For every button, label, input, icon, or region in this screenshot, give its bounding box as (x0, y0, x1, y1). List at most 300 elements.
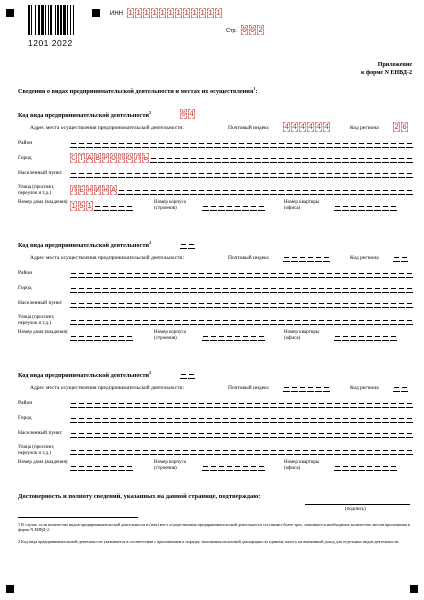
empty-char-cell[interactable] (242, 461, 249, 471)
empty-char-cell[interactable] (270, 153, 277, 163)
empty-char-cell[interactable] (182, 428, 189, 438)
empty-char-cell[interactable] (390, 413, 397, 423)
empty-char-cell[interactable] (70, 331, 77, 341)
empty-char-cell[interactable] (150, 185, 157, 195)
empty-char-cell[interactable] (198, 428, 205, 438)
empty-char-cell[interactable] (190, 138, 197, 148)
empty-char-cell[interactable] (70, 413, 77, 423)
empty-char-cell[interactable] (318, 298, 325, 308)
empty-char-cell[interactable] (350, 185, 357, 195)
empty-char-cell[interactable] (358, 331, 365, 341)
empty-char-cell[interactable] (94, 138, 101, 148)
empty-char-cell[interactable] (254, 138, 261, 148)
empty-char-cell[interactable] (142, 413, 149, 423)
empty-char-cell[interactable] (110, 413, 117, 423)
empty-char-cell[interactable] (382, 201, 389, 211)
empty-char-cell[interactable] (286, 168, 293, 178)
empty-char-cell[interactable] (390, 461, 397, 471)
empty-char-cell[interactable] (214, 428, 221, 438)
empty-char-cell[interactable] (110, 398, 117, 408)
empty-char-cell[interactable] (254, 428, 261, 438)
empty-char-cell[interactable] (262, 298, 269, 308)
empty-char-cell[interactable] (214, 138, 221, 148)
empty-char-cell[interactable] (142, 185, 149, 195)
empty-char-cell[interactable] (218, 461, 225, 471)
empty-char-cell[interactable] (134, 185, 141, 195)
empty-char-cell[interactable] (102, 168, 109, 178)
empty-char-cell[interactable] (94, 398, 101, 408)
empty-char-cell[interactable] (302, 268, 309, 278)
empty-char-cell[interactable] (270, 428, 277, 438)
char-cell[interactable]: 1 (200, 9, 205, 18)
activity-code-field[interactable] (180, 109, 196, 119)
settlement-field[interactable] (70, 168, 414, 178)
empty-char-cell[interactable] (326, 298, 333, 308)
house-number-field[interactable] (70, 331, 134, 341)
empty-char-cell[interactable] (390, 428, 397, 438)
empty-char-cell[interactable] (318, 185, 325, 195)
empty-char-cell[interactable] (118, 331, 125, 341)
empty-char-cell[interactable] (158, 298, 165, 308)
empty-char-cell[interactable] (150, 398, 157, 408)
empty-char-cell[interactable] (126, 185, 133, 195)
char-cell[interactable]: Л (71, 186, 76, 195)
empty-char-cell[interactable] (310, 428, 317, 438)
char-cell[interactable]: 1 (136, 9, 141, 18)
empty-char-cell[interactable] (190, 445, 197, 455)
empty-char-cell[interactable] (182, 153, 189, 163)
empty-char-cell[interactable] (318, 428, 325, 438)
empty-char-cell[interactable] (326, 413, 333, 423)
empty-char-cell[interactable] (278, 298, 285, 308)
empty-char-cell[interactable] (238, 268, 245, 278)
empty-char-cell[interactable] (294, 413, 301, 423)
empty-char-cell[interactable] (118, 185, 125, 195)
empty-char-cell[interactable] (206, 153, 213, 163)
empty-char-cell[interactable] (278, 413, 285, 423)
empty-char-cell[interactable] (150, 268, 157, 278)
empty-char-cell[interactable] (102, 331, 109, 341)
empty-char-cell[interactable] (326, 445, 333, 455)
empty-char-cell[interactable] (382, 138, 389, 148)
empty-char-cell[interactable] (334, 315, 341, 325)
empty-char-cell[interactable] (230, 315, 237, 325)
house-number-field[interactable] (70, 461, 134, 471)
empty-char-cell[interactable] (118, 315, 125, 325)
empty-char-cell[interactable] (218, 201, 225, 211)
empty-char-cell[interactable] (102, 413, 109, 423)
empty-char-cell[interactable] (174, 315, 181, 325)
empty-char-cell[interactable] (382, 398, 389, 408)
empty-char-cell[interactable] (366, 428, 373, 438)
empty-char-cell[interactable] (358, 413, 365, 423)
empty-char-cell[interactable] (150, 153, 157, 163)
empty-char-cell[interactable] (238, 283, 245, 293)
empty-char-cell[interactable] (286, 153, 293, 163)
empty-char-cell[interactable] (294, 298, 301, 308)
empty-char-cell[interactable] (78, 445, 85, 455)
char-cell[interactable]: 0 (250, 26, 255, 35)
empty-char-cell[interactable] (158, 398, 165, 408)
empty-char-cell[interactable] (406, 138, 413, 148)
empty-char-cell[interactable] (86, 298, 93, 308)
empty-char-cell[interactable] (102, 298, 109, 308)
empty-char-cell[interactable] (182, 268, 189, 278)
empty-char-cell[interactable] (262, 168, 269, 178)
char-cell[interactable]: 1 (168, 9, 173, 18)
empty-char-cell[interactable] (310, 445, 317, 455)
empty-char-cell[interactable] (254, 153, 261, 163)
empty-char-cell[interactable] (246, 168, 253, 178)
empty-char-cell[interactable] (294, 445, 301, 455)
empty-char-cell[interactable] (222, 445, 229, 455)
empty-char-cell[interactable] (214, 298, 221, 308)
empty-char-cell[interactable] (302, 153, 309, 163)
empty-char-cell[interactable] (398, 315, 405, 325)
empty-char-cell[interactable] (246, 268, 253, 278)
empty-char-cell[interactable] (342, 331, 349, 341)
empty-char-cell[interactable] (334, 428, 341, 438)
empty-char-cell[interactable] (158, 283, 165, 293)
empty-char-cell[interactable] (190, 428, 197, 438)
char-cell[interactable]: Ь (143, 154, 148, 163)
empty-char-cell[interactable] (230, 413, 237, 423)
empty-char-cell[interactable] (342, 138, 349, 148)
empty-char-cell[interactable] (222, 185, 229, 195)
empty-char-cell[interactable] (406, 153, 413, 163)
empty-char-cell[interactable] (350, 138, 357, 148)
empty-char-cell[interactable] (182, 445, 189, 455)
empty-char-cell[interactable] (382, 445, 389, 455)
empty-char-cell[interactable] (254, 283, 261, 293)
empty-char-cell[interactable] (350, 331, 357, 341)
empty-char-cell[interactable] (134, 445, 141, 455)
empty-char-cell[interactable] (174, 398, 181, 408)
empty-char-cell[interactable] (342, 283, 349, 293)
empty-char-cell[interactable] (206, 168, 213, 178)
empty-char-cell[interactable] (366, 268, 373, 278)
empty-char-cell[interactable] (318, 315, 325, 325)
char-cell[interactable]: 1 (144, 9, 149, 18)
char-cell[interactable]: 4 (308, 123, 313, 132)
empty-char-cell[interactable] (390, 398, 397, 408)
empty-char-cell[interactable] (118, 168, 125, 178)
char-cell[interactable]: 4 (189, 110, 194, 119)
empty-char-cell[interactable] (142, 283, 149, 293)
empty-char-cell[interactable] (406, 428, 413, 438)
region-code-field[interactable] (393, 382, 409, 392)
empty-char-cell[interactable] (286, 445, 293, 455)
empty-char-cell[interactable] (182, 168, 189, 178)
empty-char-cell[interactable] (166, 413, 173, 423)
empty-char-cell[interactable] (230, 283, 237, 293)
empty-char-cell[interactable] (246, 185, 253, 195)
empty-char-cell[interactable] (230, 168, 237, 178)
empty-char-cell[interactable] (302, 138, 309, 148)
empty-char-cell[interactable] (374, 461, 381, 471)
empty-char-cell[interactable] (118, 413, 125, 423)
empty-char-cell[interactable] (234, 331, 241, 341)
empty-char-cell[interactable] (278, 445, 285, 455)
empty-char-cell[interactable] (334, 185, 341, 195)
region-code-field[interactable] (393, 252, 409, 262)
empty-char-cell[interactable] (254, 185, 261, 195)
empty-char-cell[interactable] (286, 185, 293, 195)
empty-char-cell[interactable] (254, 298, 261, 308)
empty-char-cell[interactable] (118, 461, 125, 471)
empty-char-cell[interactable] (278, 168, 285, 178)
empty-char-cell[interactable] (254, 413, 261, 423)
empty-char-cell[interactable] (374, 138, 381, 148)
empty-char-cell[interactable] (374, 298, 381, 308)
empty-char-cell[interactable] (238, 413, 245, 423)
char-cell[interactable]: 0 (181, 110, 186, 119)
empty-char-cell[interactable] (390, 185, 397, 195)
empty-char-cell[interactable] (102, 283, 109, 293)
empty-char-cell[interactable] (398, 298, 405, 308)
empty-char-cell[interactable] (310, 315, 317, 325)
empty-char-cell[interactable] (214, 413, 221, 423)
empty-char-cell[interactable] (118, 298, 125, 308)
empty-char-cell[interactable] (234, 461, 241, 471)
empty-char-cell[interactable] (70, 298, 77, 308)
empty-char-cell[interactable] (342, 298, 349, 308)
empty-char-cell[interactable] (142, 168, 149, 178)
empty-char-cell[interactable] (206, 138, 213, 148)
empty-char-cell[interactable] (118, 283, 125, 293)
empty-char-cell[interactable] (238, 445, 245, 455)
empty-char-cell[interactable] (126, 331, 133, 341)
char-cell[interactable]: 1 (208, 9, 213, 18)
empty-char-cell[interactable] (226, 201, 233, 211)
empty-char-cell[interactable] (310, 168, 317, 178)
empty-char-cell[interactable] (134, 298, 141, 308)
empty-char-cell[interactable] (118, 445, 125, 455)
city-field[interactable] (70, 153, 414, 163)
empty-char-cell[interactable] (334, 331, 341, 341)
empty-char-cell[interactable] (126, 413, 133, 423)
empty-char-cell[interactable] (270, 413, 277, 423)
empty-char-cell[interactable] (166, 185, 173, 195)
empty-char-cell[interactable] (299, 252, 306, 262)
empty-char-cell[interactable] (334, 461, 341, 471)
empty-char-cell[interactable] (78, 138, 85, 148)
empty-char-cell[interactable] (358, 185, 365, 195)
char-cell[interactable]: Н (87, 186, 92, 195)
empty-char-cell[interactable] (214, 185, 221, 195)
empty-char-cell[interactable] (126, 461, 133, 471)
empty-char-cell[interactable] (174, 283, 181, 293)
street-field[interactable] (70, 445, 414, 455)
empty-char-cell[interactable] (222, 268, 229, 278)
empty-char-cell[interactable] (210, 461, 217, 471)
empty-char-cell[interactable] (374, 428, 381, 438)
empty-char-cell[interactable] (110, 168, 117, 178)
empty-char-cell[interactable] (110, 445, 117, 455)
empty-char-cell[interactable] (150, 315, 157, 325)
empty-char-cell[interactable] (358, 461, 365, 471)
empty-char-cell[interactable] (358, 201, 365, 211)
empty-char-cell[interactable] (166, 445, 173, 455)
empty-char-cell[interactable] (382, 428, 389, 438)
empty-char-cell[interactable] (350, 398, 357, 408)
char-cell[interactable]: 2 (258, 26, 263, 35)
empty-char-cell[interactable] (291, 252, 298, 262)
empty-char-cell[interactable] (334, 168, 341, 178)
empty-char-cell[interactable] (70, 138, 77, 148)
char-cell[interactable]: 1 (71, 202, 76, 211)
empty-char-cell[interactable] (398, 185, 405, 195)
empty-char-cell[interactable] (342, 201, 349, 211)
empty-char-cell[interactable] (142, 428, 149, 438)
empty-char-cell[interactable] (94, 445, 101, 455)
empty-char-cell[interactable] (166, 315, 173, 325)
char-cell[interactable]: Р (103, 154, 108, 163)
empty-char-cell[interactable] (326, 315, 333, 325)
settlement-field[interactable] (70, 428, 414, 438)
empty-char-cell[interactable] (318, 138, 325, 148)
empty-char-cell[interactable] (110, 268, 117, 278)
empty-char-cell[interactable] (270, 315, 277, 325)
empty-char-cell[interactable] (134, 398, 141, 408)
empty-char-cell[interactable] (134, 413, 141, 423)
empty-char-cell[interactable] (134, 268, 141, 278)
building-number-field[interactable] (202, 461, 266, 471)
empty-char-cell[interactable] (342, 398, 349, 408)
empty-char-cell[interactable] (390, 315, 397, 325)
empty-char-cell[interactable] (278, 428, 285, 438)
empty-char-cell[interactable] (94, 168, 101, 178)
building-number-field[interactable] (202, 201, 266, 211)
empty-char-cell[interactable] (142, 138, 149, 148)
empty-char-cell[interactable] (102, 428, 109, 438)
char-cell[interactable]: 2 (394, 123, 399, 132)
empty-char-cell[interactable] (302, 398, 309, 408)
empty-char-cell[interactable] (202, 201, 209, 211)
empty-char-cell[interactable] (134, 428, 141, 438)
empty-char-cell[interactable] (222, 398, 229, 408)
empty-char-cell[interactable] (234, 201, 241, 211)
empty-char-cell[interactable] (70, 268, 77, 278)
empty-char-cell[interactable] (238, 298, 245, 308)
empty-char-cell[interactable] (358, 445, 365, 455)
empty-char-cell[interactable] (398, 398, 405, 408)
empty-char-cell[interactable] (78, 168, 85, 178)
empty-char-cell[interactable] (190, 315, 197, 325)
char-cell[interactable]: 5 (79, 202, 84, 211)
empty-char-cell[interactable] (214, 153, 221, 163)
empty-char-cell[interactable] (401, 382, 408, 392)
empty-char-cell[interactable] (182, 138, 189, 148)
empty-char-cell[interactable] (230, 298, 237, 308)
empty-char-cell[interactable] (226, 331, 233, 341)
postal-code-field[interactable] (283, 122, 331, 132)
empty-char-cell[interactable] (118, 428, 125, 438)
empty-char-cell[interactable] (174, 445, 181, 455)
empty-char-cell[interactable] (278, 153, 285, 163)
empty-char-cell[interactable] (382, 413, 389, 423)
empty-char-cell[interactable] (94, 315, 101, 325)
empty-char-cell[interactable] (126, 201, 133, 211)
empty-char-cell[interactable] (206, 398, 213, 408)
empty-char-cell[interactable] (126, 268, 133, 278)
empty-char-cell[interactable] (366, 201, 373, 211)
empty-char-cell[interactable] (126, 298, 133, 308)
char-cell[interactable]: А (111, 186, 116, 195)
empty-char-cell[interactable] (134, 283, 141, 293)
empty-char-cell[interactable] (180, 369, 187, 379)
empty-char-cell[interactable] (238, 185, 245, 195)
empty-char-cell[interactable] (94, 298, 101, 308)
empty-char-cell[interactable] (230, 445, 237, 455)
empty-char-cell[interactable] (302, 185, 309, 195)
empty-char-cell[interactable] (326, 185, 333, 195)
empty-char-cell[interactable] (78, 268, 85, 278)
empty-char-cell[interactable] (278, 283, 285, 293)
char-cell[interactable]: Т (79, 154, 84, 163)
empty-char-cell[interactable] (190, 298, 197, 308)
empty-char-cell[interactable] (258, 461, 265, 471)
empty-char-cell[interactable] (166, 298, 173, 308)
empty-char-cell[interactable] (222, 153, 229, 163)
empty-char-cell[interactable] (150, 413, 157, 423)
district-field[interactable] (70, 138, 414, 148)
apartment-number-field[interactable] (334, 461, 398, 471)
empty-char-cell[interactable] (294, 185, 301, 195)
empty-char-cell[interactable] (366, 298, 373, 308)
empty-char-cell[interactable] (334, 153, 341, 163)
empty-char-cell[interactable] (358, 268, 365, 278)
inn-field[interactable] (127, 8, 223, 18)
char-cell[interactable]: 4 (316, 123, 321, 132)
empty-char-cell[interactable] (206, 268, 213, 278)
empty-char-cell[interactable] (238, 428, 245, 438)
char-cell[interactable]: С (71, 154, 76, 163)
empty-char-cell[interactable] (254, 315, 261, 325)
empty-char-cell[interactable] (262, 153, 269, 163)
empty-char-cell[interactable] (390, 153, 397, 163)
empty-char-cell[interactable] (222, 315, 229, 325)
empty-char-cell[interactable] (214, 168, 221, 178)
empty-char-cell[interactable] (190, 268, 197, 278)
empty-char-cell[interactable] (110, 428, 117, 438)
empty-char-cell[interactable] (262, 185, 269, 195)
empty-char-cell[interactable] (246, 413, 253, 423)
char-cell[interactable]: 4 (324, 123, 329, 132)
street-field[interactable] (70, 185, 414, 195)
empty-char-cell[interactable] (182, 298, 189, 308)
empty-char-cell[interactable] (246, 445, 253, 455)
empty-char-cell[interactable] (307, 252, 314, 262)
empty-char-cell[interactable] (206, 315, 213, 325)
empty-char-cell[interactable] (374, 331, 381, 341)
empty-char-cell[interactable] (174, 428, 181, 438)
empty-char-cell[interactable] (150, 298, 157, 308)
empty-char-cell[interactable] (198, 398, 205, 408)
empty-char-cell[interactable] (315, 382, 322, 392)
activity-code-field[interactable] (180, 369, 196, 379)
empty-char-cell[interactable] (318, 153, 325, 163)
empty-char-cell[interactable] (222, 428, 229, 438)
empty-char-cell[interactable] (302, 445, 309, 455)
empty-char-cell[interactable] (334, 268, 341, 278)
empty-char-cell[interactable] (202, 331, 209, 341)
empty-char-cell[interactable] (238, 315, 245, 325)
empty-char-cell[interactable] (222, 413, 229, 423)
empty-char-cell[interactable] (358, 153, 365, 163)
empty-char-cell[interactable] (238, 398, 245, 408)
empty-char-cell[interactable] (70, 398, 77, 408)
